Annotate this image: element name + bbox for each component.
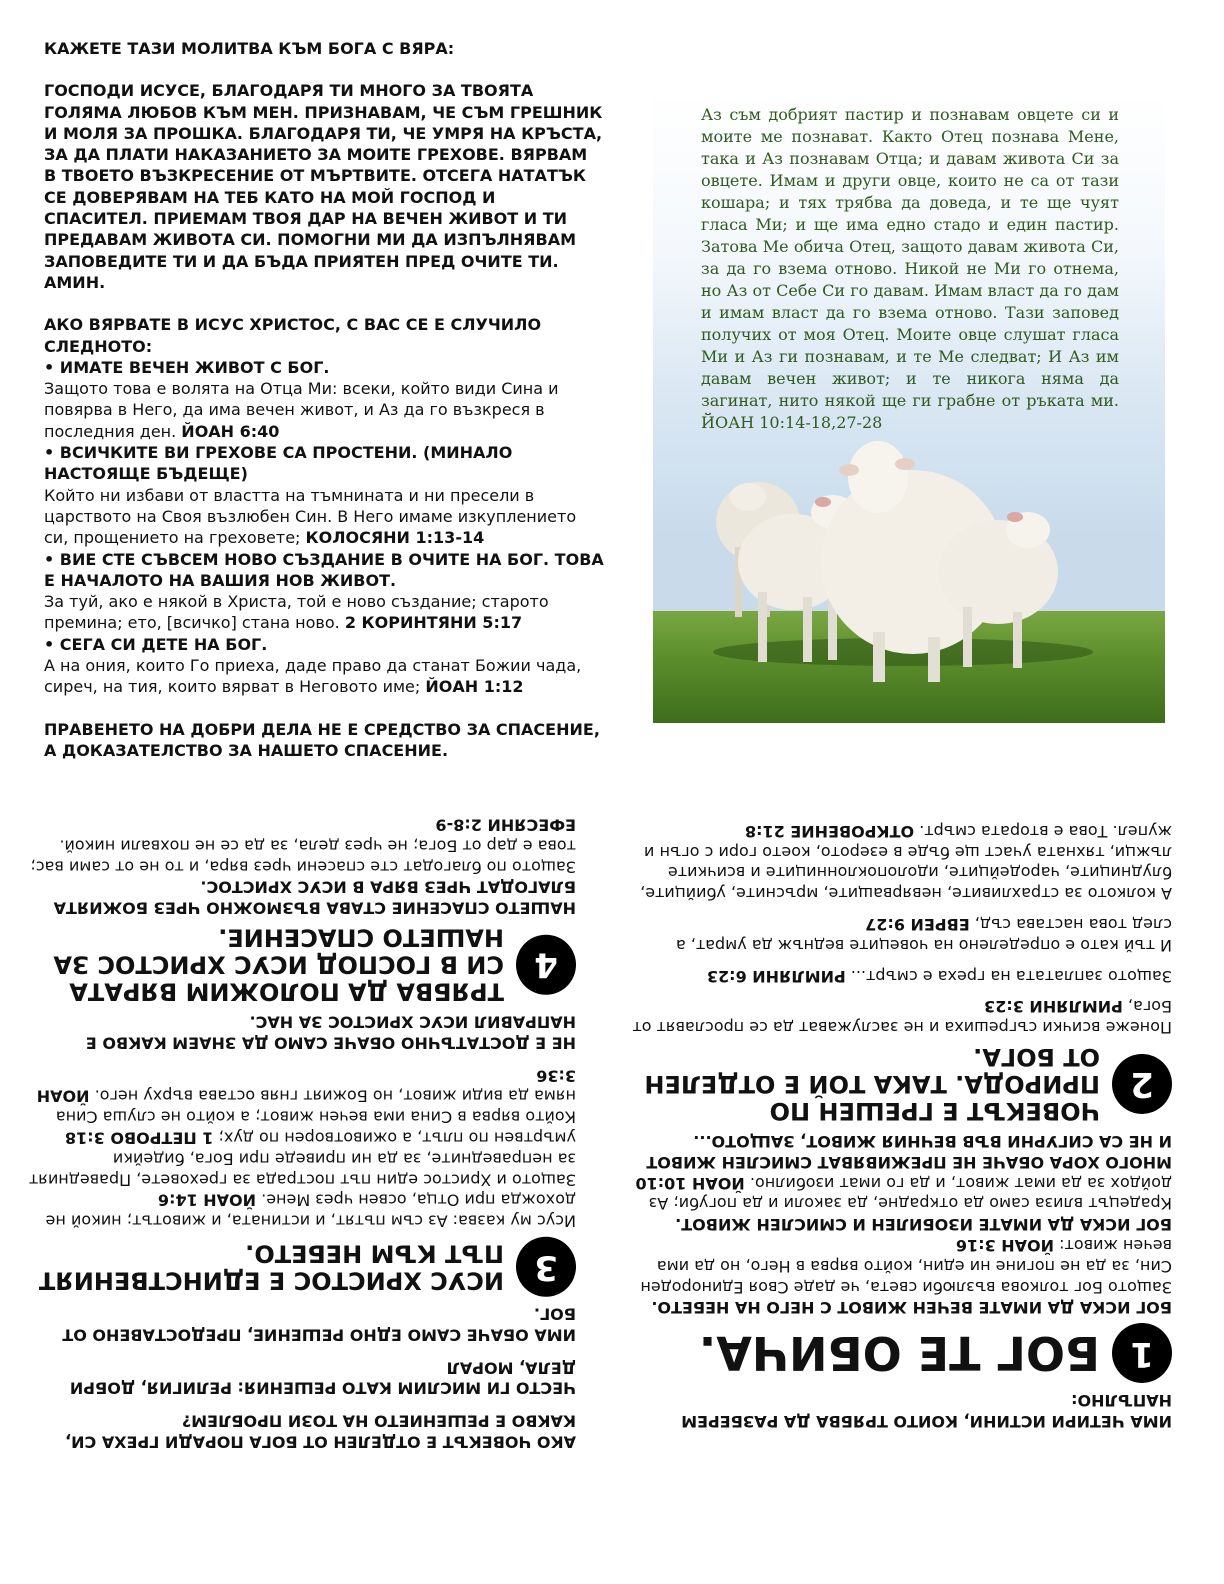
prayer-heading: КАЖЕТЕ ТАЗИ МОЛИТВА КЪМ БОГА С ВЯРА:: [44, 39, 455, 58]
solution-only: ИМА ОБАЧЕ САМО ЕДНО РЕШЕНИЕ, ПРЕДОСТАВЕНО ОТ БОГ.: [62, 1304, 576, 1345]
section-3-ref-3: ЙОАН 3:36: [36, 1066, 576, 1107]
section-3-ref-2: 1 ПЕТРОВО 3:18: [64, 1128, 214, 1148]
section-1-verse-1-text: Защото Бог толкова възлюби света, че даде Своя Единороден Син, за да не погине ни един, който вярва в Него, но да има вечен живот:: [640, 1235, 1172, 1297]
section-1-note: МНОГО ХОРА ОБАЧЕ НЕ ПРЕЖИВЯВАТ СМИСЛЕН ЖИВОТ И НЕ СА СИГУРНИ ВЪВ ВЕЧНИЯ ЖИВОТ, ЗАЩОТО...: [646, 1131, 1172, 1172]
section-2-verse-2-text: Защото заплатата на греха е смърт...: [850, 966, 1172, 986]
section-2-verse-4-text: А колкото за страхливите, невярващите, мръсните, убийците, блудниците, чародейците, идолопоклонниците и всичките лъжци, тяхната участ ще бъде в езерото, което гори с огън и жупел. Това е втората смърт.: [640, 821, 1172, 904]
section-3-ref-1: ЙОАН 14:6: [157, 1191, 257, 1211]
prayer-text: ГОСПОДИ ИСУСЕ, БЛАГОДАРЯ ТИ МНОГО ЗА ТВОЯТА ГОЛЯМА ЛЮБОВ КЪМ МЕН. ПРИЗНАВАМ, ЧЕ СЪМ ГРЕШНИК И МОЛЯ ЗА ПРОШКА. БЛАГОДАРЯ ТИ, ЧЕ УМРЯ НА КРЪСТА, ЗА ДА ПЛАТИ НАКАЗАНИЕТО ЗА МОИТЕ ГРЕХОВЕ. ВЯРВАМ В ТВОЕТО ВЪЗКРЕСЕНИЕ ОТ МЪРТВИТЕ. ОТСЕГА НАТАТЪК СЕ ДОВЕРЯВАМ НА ТЕБ КАТО НА МОЙ ГОСПОД И СПАСИТЕЛ. ПРИЕМАМ ТВОЯ ДАР НА ВЕЧЕН ЖИВОТ И ТИ ПРЕДАВАМ ЖИВОТА СИ. ПОМОГНИ МИ ДА ИЗПЪЛНЯВАМ ЗАПОВЕДИТЕ ТИ И ДА БЪДА ПРИЯТЕН ПРЕД ОЧИТЕ ТИ. АМИН.: [44, 81, 603, 292]
section-3-verse-1: [28, 1189, 576, 1231]
solution-common: ЧЕСТО ГИ МИСЛИМ КАТО РЕШЕНИЯ: РЕЛИГИЯ, ДОБРИ ДЕЛА, МОРАЛ: [69, 1358, 576, 1399]
section-1-ref-1: ЙОАН 3:16: [955, 1235, 1055, 1255]
point-1-heading: • ИМАТЕ ВЕЧЕН ЖИВОТ С БОГ.: [44, 357, 330, 377]
section-3-header: [28, 1237, 576, 1297]
section-2-verse-3-text: И тъй като е определено на човеците веднъж да умрат, а след това настава съд,: [675, 914, 1172, 955]
believe-heading: АКО ВЯРВАТЕ В ИСУС ХРИСТОС, С ВАС СЕ Е СЛУЧИЛО СЛЕДНОТО:: [44, 315, 542, 356]
section-1-heading: БОГ ИСКА ДА ИМАТЕ ВЕЧЕН ЖИВОТ С НЕГО НА НЕБЕТО.: [651, 1298, 1172, 1318]
section-2-verse-3: [632, 913, 1172, 955]
section-3-verse-3-text: Който вярва в Сина има вечен живот; а който не слуша Сина няма да види живот, но Божият гняв остава върху него.: [55, 1087, 576, 1127]
point-1-ref: ЙОАН 6:40: [181, 421, 280, 441]
section-3-verse-1-text: Исус му казва: Аз съм пътят, и истината, и животът; никой не дохожда при Отца, освен чрез Мене.: [45, 1191, 576, 1231]
point-4-verse: А на ония, които Го приеха, даде право да станат Божии чада, сиреч, на тия, които вярват в Неговото име;: [44, 656, 582, 697]
section-2-ref-3: ЕВРЕИ 9:27: [865, 914, 970, 934]
section-1-header: [632, 1323, 1172, 1383]
section-3-verse-2-text: Защото и Христос един път пострада за греховете, Праведният за неправедните, за да ни приведе при Бога, бидейки умъртвен по плът, а оживотворен по дух;: [28, 1128, 576, 1190]
section-4-number: 4: [516, 934, 576, 994]
point-2-text: [44, 485, 604, 549]
section-1-ref-2: ЙОАН 10:10: [635, 1173, 745, 1193]
section-1-verse-2-text: Крадецът влиза само да открадне, да заколи и да погуби; Аз дойдох за да имат живот, и да го имат изобилно.: [648, 1173, 1172, 1214]
section-2-verse-1: [632, 996, 1172, 1038]
point-3-text: [44, 591, 604, 634]
section-3-note: НЕ Е ДОСТАТЪЧНО ОБАЧЕ САМО ДА ЗНАЕМ КАКВО Е НАПРАВИЛ ИСУС ХРИСТОС ЗА НАС.: [85, 1012, 576, 1053]
section-2-title: ЧОВЕКЪТ Е ГРЕШЕН ПО ПРИРОДА. ТАКА ТОЙ Е ОТДЕЛЕН ОТ БОГА.: [644, 1043, 1100, 1126]
section-2-verse-2: [632, 965, 1172, 986]
section-4-ref: ЕФЕСЯНИ 2:8-9: [435, 815, 576, 835]
point-2-heading: • ВСИЧКИТЕ ВИ ГРЕХОВЕ СА ПРОСТЕНИ. (МИНАЛО НАСТОЯЩЕ БЪДЕЩЕ): [44, 443, 513, 484]
prayer-section: [44, 38, 604, 761]
point-4-heading: • СЕГА СИ ДЕТЕ НА БОГ.: [44, 634, 268, 654]
section-3-verse-2: [28, 1127, 576, 1189]
point-3-ref: 2 КОРИНТЯНИ 5:17: [344, 613, 523, 633]
section-1-verse-1: [632, 1234, 1172, 1296]
section-2-header: [632, 1043, 1172, 1124]
point-3-heading: • ВИЕ СТЕ СЪВСЕМ НОВО СЪЗДАНИЕ В ОЧИТЕ НА БОГ. ТОВА Е НАЧАЛОТО НА ВАШИЯ НОВ ЖИВОТ.: [44, 549, 604, 590]
sheep-illustration: [653, 92, 1165, 723]
section-2-verse-4: [632, 820, 1172, 903]
section-2-number: 2: [1112, 1054, 1172, 1114]
section-1-number: 1: [1112, 1323, 1172, 1383]
section-4-header: [28, 924, 576, 1005]
section-1-verse-2: [632, 1172, 1172, 1214]
verse-text: Аз съм добрият пастир и познавам овцете си и моите ме познават. Както Отец познава Мене, така и Аз познавам Отца; и давам живота Си за овцете. Имам и други овце, които не са от тази кошара; и тях трябва да доведа, и те ще чуят гласа Ми; и ще има едно стадо и един пастир. Затова Ме обича Отец, защото давам живота Си, за да го взема отново. Никой не Ми го отнема, но Аз от Себе Си го давам. Имам власт да го дам и имам власт да го взема отново. Тази заповед получих от моя Отец. Моите овце слушат гласа Ми и Аз ги познавам, и те Ме следват; И Аз им давам вечен живот; и те никога няма да загинат, нито някой ще ги грабне от ръката ми.: [701, 105, 1119, 410]
section-4-heading: НАШЕТО СПАСЕНИЕ СТАВА ВЪЗМОЖНО ЧРЕЗ БОЖИЯТА БЛАГОДАТ ЧРЕЗ ВЯРА В ИСУС ХРИСТОС.: [53, 878, 576, 918]
section-4-verse: [28, 814, 576, 876]
section-4-title: ТРЯБВА ДА ПОЛОЖИМ ВЯРАТА СИ В ГОСПОД ИСУС ХРИСТОС ЗА НАШЕТО СПАСЕНИЕ.: [53, 923, 504, 1006]
point-4-ref: ЙОАН 1:12: [425, 677, 524, 697]
section-3-number: 3: [516, 1237, 576, 1297]
verse-ref: ЙОАН 10:14-18,27-28: [701, 413, 883, 432]
point-3-verse: За туй, ако е някой в Христа, той е ново създание; старото премина; ето, [всичко] стана ново.: [44, 592, 549, 633]
closing-statement: ПРАВЕНЕТО НА ДОБРИ ДЕЛА НЕ Е СРЕДСТВО ЗА СПАСЕНИЕ, А ДОКАЗАТЕЛСТВО ЗА НАШЕТО СПАСЕНИЕ.: [44, 719, 600, 760]
point-4-text: [44, 655, 604, 698]
point-2-ref: КОЛОСЯНИ 1:13-14: [305, 528, 485, 548]
section-1-heading-2: БОГ ИСКА ДА ИМАТЕ ИЗОБИЛЕН И СМИСЛЕН ЖИВОТ.: [675, 1215, 1172, 1235]
panel-sections-3-4: [28, 814, 576, 1452]
section-4-verse-text: Защото по благодат сте спасени чрез вяра, и то не от сами вас; това е дар от Бога; не чрез дела, за да се не похвали никой.: [30, 836, 576, 877]
section-1-title: БОГ ТЕ ОБИЧА.: [698, 1326, 1100, 1381]
point-2-verse: Който ни избави от властта на тъмнината и ни пресели в царството на Своя възлюбен Син. В Него имаме изкуплението си, прощението на греховете;: [44, 485, 577, 548]
section-2-verse-1-text: Понеже всички съгрешиха и не заслужават да се прославят от Бога,: [632, 997, 1172, 1038]
point-1-text: [44, 378, 604, 442]
section-2-ref-2: РИМЛЯНИ 6:23: [706, 966, 846, 986]
sheep-photo: [653, 92, 1165, 723]
solution-question: АКО ЧОВЕКЪТ Е ОТДЕЛЕН ОТ БОГА ПОРАДИ ГРЕХА СИ, КАКВО Е РЕШЕНИЕТО НА ТОЗИ ПРОБЛЕМ?: [65, 1411, 576, 1452]
section-3-verse-3: [28, 1065, 576, 1127]
panel-sections-1-2: [632, 820, 1172, 1431]
section-3-title: ИСУС ХРИСТОС Е ЕДИНСТВЕНИЯТ ПЪТ КЪМ НЕБЕТО.: [38, 1239, 504, 1295]
section-2-ref-4: ОТКРОВЕНИЕ 21:8: [744, 821, 915, 841]
four-truths-intro: ИМА ЧЕТИРИ ИСТИНИ, КОИТО ТРЯБВА ДА РАЗБЕРЕМ НАПЪЛНО:: [681, 1391, 1172, 1431]
section-2-ref-1: РИМЛЯНИ 3:23: [984, 997, 1123, 1017]
point-1-verse: Защото това е волята на Отца Ми: всеки, който види Сина и повярва в Него, да има вечен живот, и Аз да го възкреся в последния ден.: [44, 379, 559, 441]
